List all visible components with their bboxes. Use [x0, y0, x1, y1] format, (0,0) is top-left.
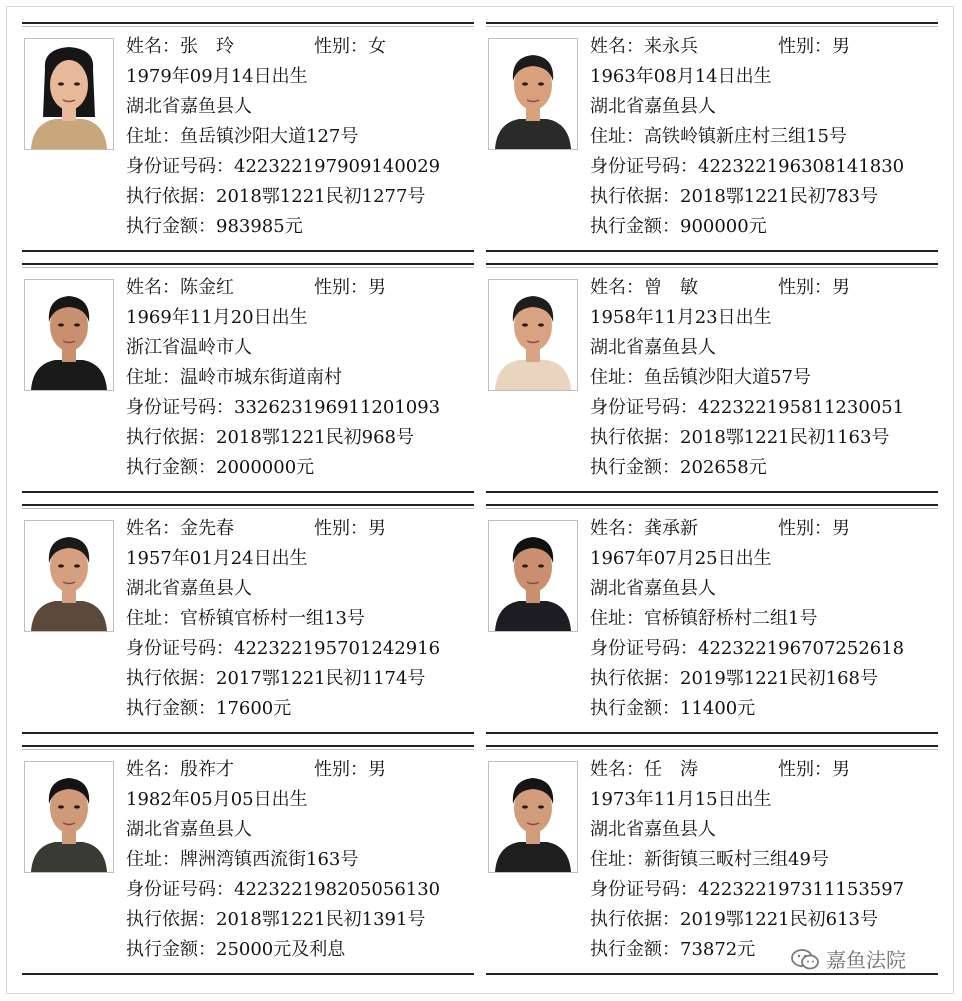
id-number-row	[126, 393, 472, 423]
id-number-row	[590, 875, 936, 905]
person-info	[126, 755, 472, 965]
id-number-row	[126, 152, 472, 182]
origin-row	[126, 333, 472, 363]
person-amount: 983985元	[216, 216, 303, 237]
basis-row	[126, 905, 472, 935]
person-id-number: 422322195701242916	[234, 638, 441, 659]
name-row	[590, 273, 936, 303]
name-label: 姓名：	[126, 759, 180, 780]
person-address: 官桥镇舒桥村二组1号	[644, 608, 818, 629]
person-basis: 2018鄂1221民初968号	[216, 427, 414, 448]
name-row	[126, 273, 472, 303]
divider-top-thin	[22, 508, 474, 509]
person-gender: 男	[368, 518, 386, 539]
divider-top-thin	[22, 749, 474, 750]
person-name: 陈金红	[180, 277, 234, 298]
id-number-label: 身份证号码：	[126, 879, 234, 900]
name-label: 姓名：	[590, 36, 644, 57]
basis-row	[590, 182, 936, 212]
person-id-number: 422322197311153597	[698, 879, 905, 900]
address-label: 住址：	[590, 126, 644, 147]
basis-label: 执行依据：	[126, 668, 216, 689]
person-info	[126, 32, 472, 242]
person-address: 官桥镇官桥村一组13号	[180, 608, 365, 629]
divider-bottom	[486, 491, 938, 493]
divider-bottom	[22, 491, 474, 493]
person-card	[486, 745, 938, 975]
id-number-label: 身份证号码：	[126, 156, 234, 177]
portrait-drawing	[25, 280, 113, 390]
origin-row	[126, 815, 472, 845]
person-origin: 湖北省嘉鱼县人	[126, 578, 252, 599]
basis-label: 执行依据：	[590, 909, 680, 930]
name-label: 姓名：	[126, 36, 180, 57]
portrait-drawing	[489, 39, 577, 149]
person-gender: 男	[832, 36, 850, 57]
name-row	[126, 755, 472, 785]
divider-bottom	[22, 973, 474, 975]
portrait-drawing	[489, 280, 577, 390]
amount-label: 执行金额：	[126, 216, 216, 237]
person-photo	[488, 520, 578, 632]
divider-top	[22, 263, 474, 265]
gender-field	[778, 273, 850, 303]
divider-top-thin	[486, 749, 938, 750]
amount-row	[590, 453, 936, 483]
gender-field	[314, 755, 386, 785]
address-label: 住址：	[590, 608, 644, 629]
name-label: 姓名：	[590, 277, 644, 298]
divider-top	[486, 263, 938, 265]
amount-label: 执行金额：	[590, 216, 680, 237]
person-basis: 2019鄂1221民初168号	[680, 668, 878, 689]
basis-label: 执行依据：	[590, 668, 680, 689]
basis-label: 执行依据：	[590, 186, 680, 207]
address-row	[126, 604, 472, 634]
person-amount: 17600元	[216, 698, 292, 719]
id-number-label: 身份证号码：	[590, 638, 698, 659]
amount-label: 执行金额：	[126, 457, 216, 478]
amount-label: 执行金额：	[590, 457, 680, 478]
person-name: 张 玲	[180, 36, 234, 57]
person-card	[486, 22, 938, 252]
person-photo	[24, 38, 114, 150]
person-gender: 男	[832, 277, 850, 298]
name-row	[126, 32, 472, 62]
person-info	[126, 273, 472, 483]
gender-label: 性别：	[314, 36, 368, 57]
gender-label: 性别：	[778, 518, 832, 539]
name-row	[590, 514, 936, 544]
birth-row	[590, 785, 936, 815]
person-photo	[488, 761, 578, 873]
person-basis: 2017鄂1221民初1174号	[216, 668, 426, 689]
person-card	[22, 22, 474, 252]
name-label: 姓名：	[126, 518, 180, 539]
divider-top	[486, 22, 938, 24]
gender-field	[778, 514, 850, 544]
id-number-row	[126, 875, 472, 905]
portrait-drawing	[489, 762, 577, 872]
id-number-label: 身份证号码：	[590, 156, 698, 177]
basis-label: 执行依据：	[590, 427, 680, 448]
birth-row	[590, 303, 936, 333]
gender-field	[778, 755, 850, 785]
basis-label: 执行依据：	[126, 427, 216, 448]
person-id-number: 332623196911201093	[234, 397, 441, 418]
amount-row	[126, 694, 472, 724]
gender-label: 性别：	[778, 759, 832, 780]
amount-row	[590, 212, 936, 242]
person-birth: 1969年11月20日出生	[126, 307, 308, 328]
divider-top	[22, 22, 474, 24]
person-gender: 男	[832, 518, 850, 539]
portrait-drawing	[25, 39, 113, 149]
person-birth: 1979年09月14日出生	[126, 66, 308, 87]
divider-top-thin	[486, 508, 938, 509]
person-id-number: 422322198205056130	[234, 879, 441, 900]
person-basis: 2018鄂1221民初1391号	[216, 909, 426, 930]
id-number-label: 身份证号码：	[126, 638, 234, 659]
person-address: 温岭市城东街道南村	[180, 367, 342, 388]
person-origin: 湖北省嘉鱼县人	[126, 96, 252, 117]
person-birth: 1957年01月24日出生	[126, 548, 308, 569]
basis-row	[126, 423, 472, 453]
person-info	[590, 32, 936, 242]
address-row	[126, 122, 472, 152]
address-row	[126, 363, 472, 393]
basis-label: 执行依据：	[126, 186, 216, 207]
person-birth: 1973年11月15日出生	[590, 789, 772, 810]
origin-row	[590, 92, 936, 122]
birth-row	[126, 544, 472, 574]
basis-row	[590, 664, 936, 694]
portrait-drawing	[489, 521, 577, 631]
person-amount: 900000元	[680, 216, 767, 237]
divider-top	[22, 504, 474, 506]
person-address: 新街镇三畈村三组49号	[644, 849, 829, 870]
gender-label: 性别：	[314, 277, 368, 298]
person-address: 高铁岭镇新庄村三组15号	[644, 126, 847, 147]
person-name: 来永兵	[644, 36, 698, 57]
person-name: 任 涛	[644, 759, 698, 780]
person-origin: 湖北省嘉鱼县人	[126, 819, 252, 840]
address-row	[126, 845, 472, 875]
address-row	[590, 604, 936, 634]
basis-label: 执行依据：	[126, 909, 216, 930]
person-amount: 25000元及利息	[216, 939, 346, 960]
person-card	[22, 263, 474, 493]
id-number-row	[590, 152, 936, 182]
person-name: 龚承新	[644, 518, 698, 539]
address-row	[590, 845, 936, 875]
basis-row	[590, 905, 936, 935]
divider-bottom	[22, 250, 474, 252]
person-gender: 女	[368, 36, 386, 57]
gender-field	[314, 514, 386, 544]
id-number-label: 身份证号码：	[590, 879, 698, 900]
basis-row	[126, 664, 472, 694]
person-name: 金先春	[180, 518, 234, 539]
wechat-icon	[790, 948, 820, 970]
person-amount: 202658元	[680, 457, 767, 478]
amount-row	[590, 694, 936, 724]
origin-row	[126, 92, 472, 122]
gender-field	[314, 32, 386, 62]
address-label: 住址：	[126, 608, 180, 629]
person-birth: 1963年08月14日出生	[590, 66, 772, 87]
amount-label: 执行金额：	[590, 939, 680, 960]
amount-row	[126, 212, 472, 242]
basis-row	[126, 182, 472, 212]
basis-row	[590, 423, 936, 453]
address-row	[590, 363, 936, 393]
amount-row	[126, 453, 472, 483]
person-basis: 2018鄂1221民初1163号	[680, 427, 890, 448]
portrait-drawing	[25, 762, 113, 872]
name-label: 姓名：	[590, 759, 644, 780]
person-address: 鱼岳镇沙阳大道57号	[644, 367, 811, 388]
divider-bottom	[486, 973, 938, 975]
person-card	[22, 745, 474, 975]
person-gender: 男	[368, 759, 386, 780]
divider-top-thin	[486, 267, 938, 268]
person-origin: 浙江省温岭市人	[126, 337, 252, 358]
address-label: 住址：	[126, 367, 180, 388]
divider-top	[486, 504, 938, 506]
person-info	[590, 273, 936, 483]
person-photo	[24, 520, 114, 632]
amount-row	[126, 935, 472, 965]
birth-row	[590, 544, 936, 574]
origin-row	[126, 574, 472, 604]
person-photo	[488, 38, 578, 150]
person-origin: 湖北省嘉鱼县人	[590, 578, 716, 599]
person-name: 曾 敏	[644, 277, 698, 298]
person-card	[486, 263, 938, 493]
name-row	[590, 755, 936, 785]
person-birth: 1982年05月05日出生	[126, 789, 308, 810]
id-number-label: 身份证号码：	[126, 397, 234, 418]
person-origin: 湖北省嘉鱼县人	[590, 96, 716, 117]
name-row	[590, 32, 936, 62]
person-name: 殷祚才	[180, 759, 234, 780]
name-label: 姓名：	[126, 277, 180, 298]
gender-field	[314, 273, 386, 303]
person-info	[590, 755, 936, 965]
amount-label: 执行金额：	[590, 698, 680, 719]
gender-label: 性别：	[314, 518, 368, 539]
id-number-row	[126, 634, 472, 664]
birth-row	[126, 785, 472, 815]
address-row	[590, 122, 936, 152]
gender-label: 性别：	[778, 36, 832, 57]
id-number-row	[590, 634, 936, 664]
origin-row	[590, 574, 936, 604]
person-id-number: 422322196707252618	[698, 638, 905, 659]
person-info	[126, 514, 472, 724]
divider-top	[22, 745, 474, 747]
person-basis: 2018鄂1221民初783号	[680, 186, 878, 207]
origin-row	[590, 333, 936, 363]
person-gender: 男	[832, 759, 850, 780]
divider-bottom	[486, 732, 938, 734]
divider-top-thin	[486, 26, 938, 27]
gender-label: 性别：	[314, 759, 368, 780]
person-gender: 男	[368, 277, 386, 298]
divider-top-thin	[22, 26, 474, 27]
person-id-number: 422322196308141830	[698, 156, 905, 177]
divider-bottom	[486, 250, 938, 252]
address-label: 住址：	[126, 849, 180, 870]
person-card	[22, 504, 474, 734]
person-photo	[488, 279, 578, 391]
person-basis: 2018鄂1221民初1277号	[216, 186, 426, 207]
person-address: 牌洲湾镇西流街163号	[180, 849, 359, 870]
person-amount: 11400元	[680, 698, 756, 719]
person-id-number: 422322195811230051	[698, 397, 905, 418]
person-amount: 2000000元	[216, 457, 315, 478]
watermark	[790, 944, 906, 973]
address-label: 住址：	[126, 126, 180, 147]
person-basis: 2019鄂1221民初613号	[680, 909, 878, 930]
person-address: 鱼岳镇沙阳大道127号	[180, 126, 359, 147]
person-card	[486, 504, 938, 734]
watermark-text: 嘉鱼法院	[826, 948, 906, 972]
person-birth: 1967年07月25日出生	[590, 548, 772, 569]
birth-row	[126, 303, 472, 333]
amount-label: 执行金额：	[126, 698, 216, 719]
person-info	[590, 514, 936, 724]
id-number-row	[590, 393, 936, 423]
person-birth: 1958年11月23日出生	[590, 307, 772, 328]
portrait-drawing	[25, 521, 113, 631]
person-origin: 湖北省嘉鱼县人	[590, 337, 716, 358]
divider-bottom	[22, 732, 474, 734]
name-row	[126, 514, 472, 544]
address-label: 住址：	[590, 849, 644, 870]
id-number-label: 身份证号码：	[590, 397, 698, 418]
name-label: 姓名：	[590, 518, 644, 539]
birth-row	[590, 62, 936, 92]
divider-top-thin	[22, 267, 474, 268]
person-origin: 湖北省嘉鱼县人	[590, 819, 716, 840]
person-photo	[24, 279, 114, 391]
gender-label: 性别：	[778, 277, 832, 298]
address-label: 住址：	[590, 367, 644, 388]
person-amount: 73872元	[680, 939, 756, 960]
origin-row	[590, 815, 936, 845]
birth-row	[126, 62, 472, 92]
gender-field	[778, 32, 850, 62]
divider-top	[486, 745, 938, 747]
person-id-number: 422322197909140029	[234, 156, 441, 177]
person-photo	[24, 761, 114, 873]
amount-label: 执行金额：	[126, 939, 216, 960]
